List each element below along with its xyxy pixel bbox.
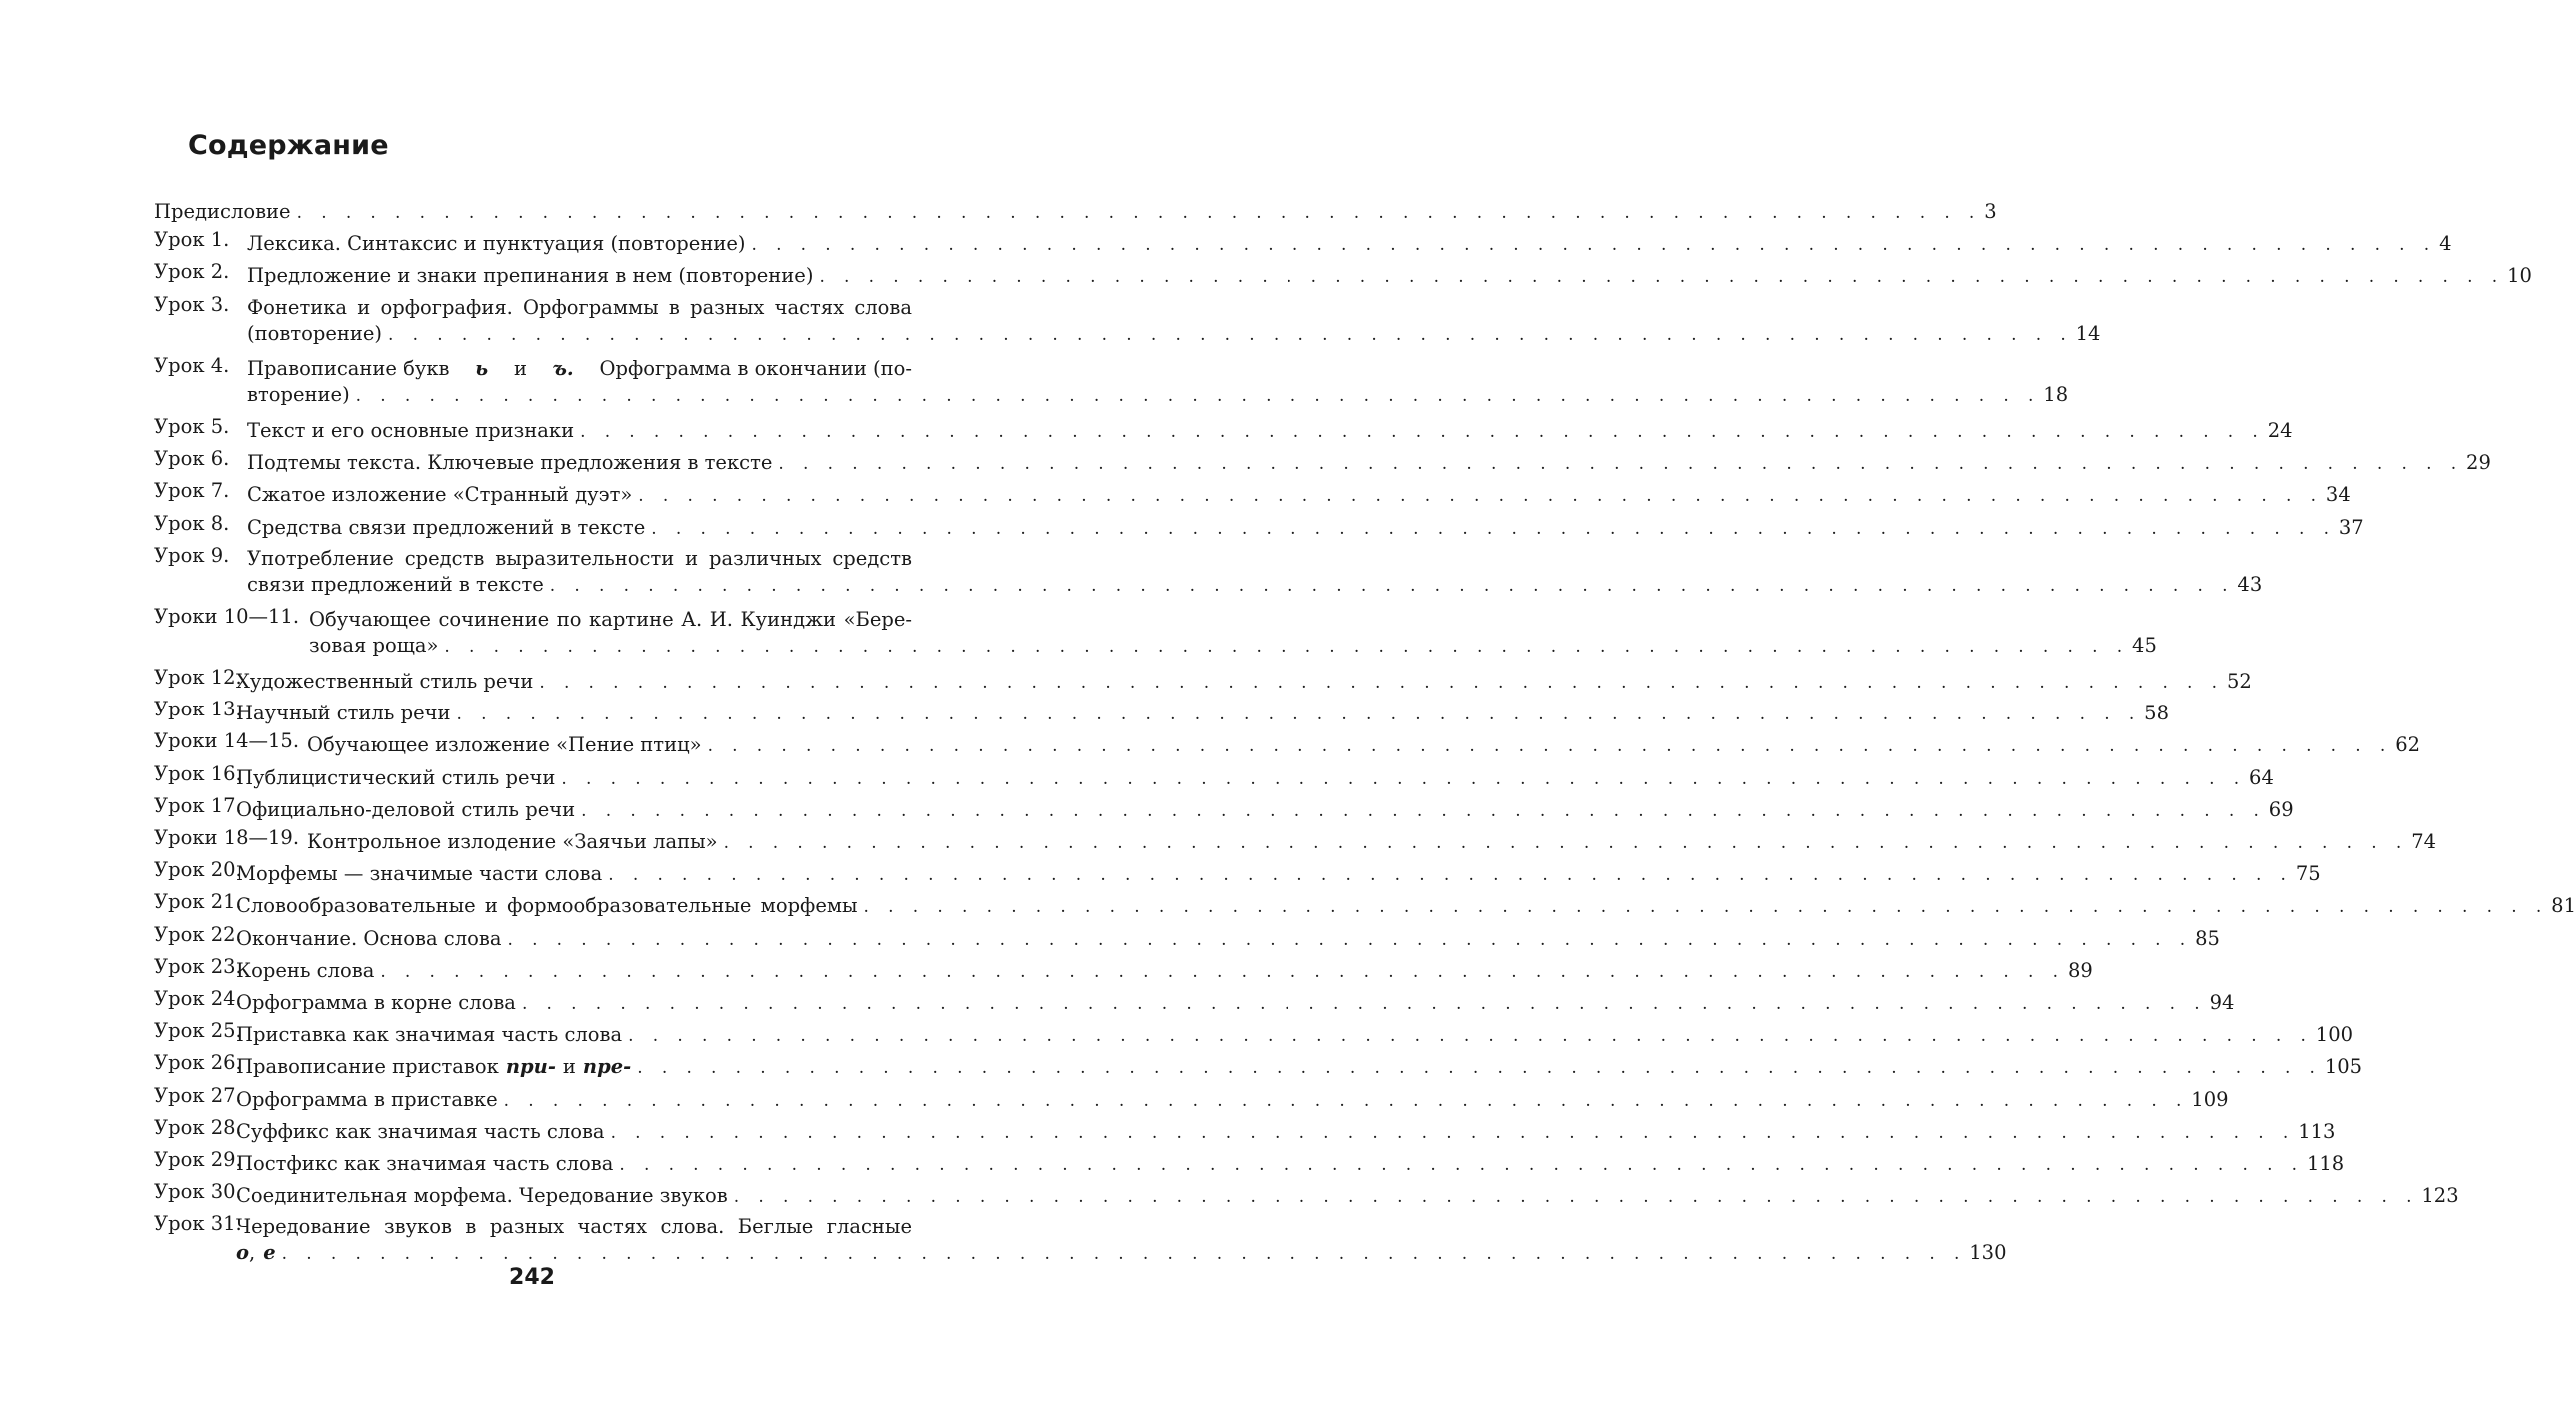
toc-entry-title: Лексика. Синтаксис и пунктуация (повторение) — [247, 232, 746, 256]
toc-vowel-o: о — [236, 1241, 250, 1265]
toc-leader-dots: . . . . . . . . . . . . . . . . . . . . . . . . . . . . . . . . . . . . . . . . . . . . . . . . . . . . . . . . . . . . . . . . . . . . . — [651, 518, 2336, 539]
toc-page-number: 64 — [2249, 765, 2274, 789]
toc-entry-title: Чередование звуков в разных частях слова. Беглые гласные — [236, 1215, 912, 1239]
toc-comma: , — [249, 1241, 256, 1265]
toc-letter-soft-sign: ь — [475, 356, 489, 380]
toc-lesson-number: Урок 25. — [154, 1019, 242, 1043]
toc-entry-lessons-18-19 — [154, 826, 2437, 858]
toc-entry-lessons-14-15 — [154, 729, 2421, 761]
toc-leader-dots: . . . . . . . . . . . . . . . . . . . . . . . . . . . . . . . . . . . . . . . . . . . . . . . . . . . . . . . . . . . . . . . . . . . . . — [819, 267, 2505, 288]
page-number: 242 — [509, 1265, 555, 1290]
page-title: Содержание — [188, 130, 389, 161]
toc-leader-dots: . . . . . . . . . . . . . . . . . . . . . . . . . . . . . . . . . . . . . . . . . . . . . . . . . . . . . . . . . . . . . . . . . . . . . — [388, 324, 2073, 345]
toc-leader-dots: . . . . . . . . . . . . . . . . . . . . . . . . . . . . . . . . . . . . . . . . . . . . . . . . . . . . . . . . . . . . . . . . . . . . . — [380, 961, 2065, 982]
toc-leader-dots: . . . . . . . . . . . . . . . . . . . . . . . . . . . . . . . . . . . . . . . . . . . . . . . . . . . . . . . . . . . . . . . . . . . . . — [863, 897, 2549, 918]
toc-entry-title: Сжатое изложение «Странный дуэт» — [247, 483, 633, 507]
toc-leader-dots: . . . . . . . . . . . . . . . . . . . . . . . . . . . . . . . . . . . . . . . . . . . . . . . . . . . . . . . . . . . . . . . . . . . . . — [539, 673, 2224, 694]
toc-page-number: 62 — [2395, 733, 2421, 757]
toc-entry-lesson-17 — [154, 793, 2294, 826]
toc-leader-dots: . . . . . . . . . . . . . . . . . . . . . . . . . . . . . . . . . . . . . . . . . . . . . . . . . . . . . . . . . . . . . . . . . . . . . — [580, 421, 2265, 442]
toc-entry-title-continued: зовая роща» — [309, 633, 439, 657]
toc-leader-dots: . . . . . . . . . . . . . . . . . . . . . . . . . . . . . . . . . . . . . . . . . . . . . . . . . . . . . . . . . . . . . . . . . . . . . — [723, 833, 2409, 853]
toc-entry-lesson-30 — [154, 1180, 2459, 1212]
toc-entry-title: Текст и его основные признаки — [247, 418, 575, 442]
toc-page-number: 43 — [2237, 572, 2263, 596]
toc-entry-lesson-3 — [154, 292, 2101, 354]
toc-leader-dots: . . . . . . . . . . . . . . . . . . . . . . . . . . . . . . . . . . . . . . . . . . . . . . . . . . . . . . . . . . . . . . . . . . . . . — [637, 1058, 2322, 1079]
toc-entry-lesson-24 — [154, 986, 2235, 1019]
toc-page-number: 130 — [1969, 1241, 2007, 1265]
toc-lesson-number: Урок 24. — [154, 986, 242, 1010]
toc-entry-title: Обучающее изложение «Пение птиц» — [307, 733, 702, 757]
toc-lesson-number: Урок 22. — [154, 922, 242, 946]
toc-vowel-e: е — [263, 1241, 276, 1265]
toc-page-number: 3 — [1984, 200, 1997, 223]
toc-lesson-number: Уроки 10—11. — [154, 604, 300, 628]
toc-leader-dots: . . . . . . . . . . . . . . . . . . . . . . . . . . . . . . . . . . . . . . . . . . . . . . . . . . . . . . . . . . . . . . . . . . . . . — [281, 1244, 1967, 1265]
toc-entry-title: Соединительная морфема. Чередование звуков — [236, 1184, 728, 1208]
toc-leader-dots: . . . . . . . . . . . . . . . . . . . . . . . . . . . . . . . . . . . . . . . . . . . . . . . . . . . . . . . . . . . . . . . . . . . . . — [521, 993, 2207, 1014]
toc-page-number: 37 — [2338, 515, 2364, 539]
toc-page-number: 58 — [2144, 702, 2169, 725]
toc-lesson-number: Урок 29. — [154, 1147, 242, 1171]
toc-lesson-number: Урок 8. — [154, 511, 230, 535]
toc-entry-title-part: Орфограмма в окончании (по- — [599, 356, 912, 380]
toc-entry-title: Морфемы — значимые части слова — [236, 862, 603, 886]
toc-leader-dots: . . . . . . . . . . . . . . . . . . . . . . . . . . . . . . . . . . . . . . . . . . . . . . . . . . . . . . . . . . . . . . . . . . . . . — [778, 454, 2464, 475]
toc-entry-lesson-26 — [154, 1051, 2363, 1083]
toc-entry-preface — [154, 196, 1997, 228]
toc-entry-title-continued: связи предложений в тексте — [247, 572, 544, 596]
toc-lesson-number: Урок 17. — [154, 793, 242, 817]
toc-entry-lesson-20 — [154, 858, 2321, 890]
toc-entry-lesson-5 — [154, 414, 2293, 447]
toc-page-number: 4 — [2439, 232, 2452, 256]
toc-entry-lesson-9 — [154, 543, 2263, 605]
toc-entry-lesson-29 — [154, 1147, 2345, 1180]
toc-leader-dots: . . . . . . . . . . . . . . . . . . . . . . . . . . . . . . . . . . . . . . . . . . . . . . . . . . . . . . . . . . . . . . . . . . . . . — [549, 575, 2235, 596]
toc-entry-title: Правописание приставок — [236, 1055, 499, 1079]
toc-entry-title: Контрольное излодение «Заячьи лапы» — [307, 830, 718, 853]
toc-lesson-number: Урок 2. — [154, 260, 230, 284]
toc-entry-title: Научный стиль речи — [236, 702, 451, 725]
toc-entry-title: Средства связи предложений в тексте — [247, 515, 646, 539]
toc-page-number: 85 — [2195, 926, 2220, 950]
toc-page-number: 75 — [2295, 862, 2321, 886]
toc-page-number: 24 — [2267, 418, 2293, 442]
toc-entry-title: Подтемы текста. Ключевые предложения в тексте — [247, 451, 773, 475]
toc-letter-hard-sign: ъ. — [552, 356, 574, 380]
toc-leader-dots: . . . . . . . . . . . . . . . . . . . . . . . . . . . . . . . . . . . . . . . . . . . . . . . . . . . . . . . . . . . . . . . . . . . . . — [733, 1187, 2419, 1208]
toc-page-number: 118 — [2306, 1151, 2345, 1175]
toc-page-number: 81 — [2551, 894, 2576, 918]
toc-leader-dots: . . . . . . . . . . . . . . . . . . . . . . . . . . . . . . . . . . . . . . . . . . . . . . . . . . . . . . . . . . . . . . . . . . . . . — [456, 705, 2142, 725]
toc-page-number: 18 — [2043, 382, 2069, 406]
toc-entry-lesson-28 — [154, 1115, 2336, 1148]
toc-lesson-number: Урок 13. — [154, 698, 242, 721]
toc-entry-title: Суффикс как значимая часть слова — [236, 1119, 605, 1143]
toc-leader-dots: . . . . . . . . . . . . . . . . . . . . . . . . . . . . . . . . . . . . . . . . . . . . . . . . . . . . . . . . . . . . . . . . . . . . . — [581, 800, 2266, 821]
toc-leader-dots: . . . . . . . . . . . . . . . . . . . . . . . . . . . . . . . . . . . . . . . . . . . . . . . . . . . . . . . . . . . . . . . . . . . . . — [355, 385, 2041, 406]
toc-page-number: 113 — [2298, 1119, 2336, 1143]
toc-page-number: 100 — [2315, 1023, 2354, 1047]
toc-entry-title: Фонетика и орфография. Орфограммы в разных частях слова — [247, 295, 912, 319]
toc-conjunction: и — [562, 1055, 576, 1079]
toc-leader-dots: . . . . . . . . . . . . . . . . . . . . . . . . . . . . . . . . . . . . . . . . . . . . . . . . . . . . . . . . . . . . . . . . . . . . . — [628, 1026, 2313, 1047]
toc-entry-lesson-21 — [154, 890, 2576, 922]
toc-lesson-number: Урок 27. — [154, 1083, 242, 1107]
toc-page-number: 14 — [2075, 321, 2101, 345]
toc-lesson-number: Уроки 18—19. — [154, 826, 300, 849]
toc-lesson-number: Урок 20. — [154, 858, 242, 882]
toc-entry-title: Орфограмма в приставке — [236, 1087, 498, 1111]
toc-entry-lesson-7 — [154, 479, 2351, 511]
toc-entry-lesson-22 — [154, 922, 2220, 955]
toc-lesson-number: Урок 7. — [154, 479, 230, 503]
toc-entry-lesson-12 — [154, 666, 2252, 698]
toc-lesson-number: Урок 28. — [154, 1115, 242, 1139]
toc-entry-title: Предложение и знаки препинания в нем (повторение) — [247, 264, 814, 288]
toc-page-number: 109 — [2191, 1087, 2229, 1111]
toc-entry-lesson-23 — [154, 954, 2093, 987]
toc-lesson-number: Уроки 14—15. — [154, 729, 300, 753]
toc-lesson-number: Урок 21. — [154, 890, 242, 914]
toc-leader-dots: . . . . . . . . . . . . . . . . . . . . . . . . . . . . . . . . . . . . . . . . . . . . . . . . . . . . . . . . . . . . . . . . . . . . . — [610, 1122, 2296, 1143]
toc-leader-dots: . . . . . . . . . . . . . . . . . . . . . . . . . . . . . . . . . . . . . . . . . . . . . . . . . . . . . . . . . . . . . . . . . . . . . — [751, 235, 2437, 256]
toc-leader-dots: . . . . . . . . . . . . . . . . . . . . . . . . . . . . . . . . . . . . . . . . . . . . . . . . . . . . . . . . . . . . . . . . . . . . . — [707, 736, 2393, 757]
toc-entry-lesson-27 — [154, 1083, 2229, 1116]
toc-entry-title: Публицистический стиль речи — [236, 765, 556, 789]
toc-entry-lesson-6 — [154, 447, 2491, 479]
toc-leader-dots: . . . . . . . . . . . . . . . . . . . . . . . . . . . . . . . . . . . . . . . . . . . . . . . . . . . . . . . . . . . . . . . . . . . . . — [503, 1090, 2189, 1111]
toc-entry-title: Орфограмма в корне слова — [236, 990, 516, 1014]
toc-entry-lesson-13 — [154, 698, 2169, 729]
toc-entry-title: Корень слова — [236, 958, 375, 982]
toc-prefix-pri: при- — [505, 1055, 556, 1079]
toc-entry-title: Постфикс как значимая часть слова — [236, 1151, 614, 1175]
toc-page-number: 105 — [2324, 1055, 2363, 1079]
toc-entry-title: Предисловие — [154, 200, 291, 223]
toc-lesson-number: Урок 9. — [154, 543, 230, 567]
toc-leader-dots: . . . . . . . . . . . . . . . . . . . . . . . . . . . . . . . . . . . . . . . . . . . . . . . . . . . . . . . . . . . . . . . . . . . . . — [296, 203, 1982, 223]
toc-entry-title-continued: вторение) — [247, 382, 350, 406]
table-of-contents — [154, 196, 2576, 1273]
toc-lesson-number: Урок 26. — [154, 1051, 242, 1075]
toc-lesson-number: Урок 12. — [154, 666, 242, 690]
toc-leader-dots: . . . . . . . . . . . . . . . . . . . . . . . . . . . . . . . . . . . . . . . . . . . . . . . . . . . . . . . . . . . . . . . . . . . . . — [608, 865, 2293, 886]
toc-lesson-number: Урок 5. — [154, 414, 230, 438]
toc-leader-dots: . . . . . . . . . . . . . . . . . . . . . . . . . . . . . . . . . . . . . . . . . . . . . . . . . . . . . . . . . . . . . . . . . . . . . — [619, 1154, 2304, 1175]
toc-entry-title-continued: (повторение) — [247, 321, 383, 345]
toc-page-number: 52 — [2226, 670, 2252, 694]
toc-entry-lesson-1 — [154, 228, 2452, 260]
toc-entry-title: Окончание. Основа слова — [236, 926, 502, 950]
toc-lesson-number: Урок 3. — [154, 292, 230, 316]
toc-lesson-number: Урок 30. — [154, 1180, 242, 1204]
toc-entry-lesson-25 — [154, 1019, 2354, 1051]
toc-page-number: 74 — [2411, 830, 2437, 853]
toc-prefix-pre: пре- — [582, 1055, 632, 1079]
toc-page-number: 123 — [2421, 1184, 2459, 1208]
toc-lesson-number: Урок 23. — [154, 954, 242, 978]
toc-page-number: 10 — [2507, 264, 2532, 288]
toc-entry-lessons-10-11 — [154, 604, 2157, 666]
toc-entry-title: Приставка как значимая часть слова — [236, 1023, 623, 1047]
toc-leader-dots: . . . . . . . . . . . . . . . . . . . . . . . . . . . . . . . . . . . . . . . . . . . . . . . . . . . . . . . . . . . . . . . . . . . . . — [444, 636, 2130, 657]
toc-lesson-number: Урок 31. — [154, 1212, 242, 1236]
toc-lesson-number: Урок 1. — [154, 228, 230, 252]
toc-page-number: 45 — [2132, 633, 2157, 657]
toc-conjunction: и — [513, 356, 527, 380]
toc-entry-lesson-8 — [154, 511, 2364, 544]
toc-entry-title: Обучающее сочинение по картине А. И. Куинджи «Бере- — [309, 607, 912, 631]
toc-entry-title: Словообразовательные и формообразовательные морфемы — [236, 894, 858, 918]
toc-entry-title: Правописание букв — [247, 356, 450, 380]
toc-entry-title: Официально-деловой стиль речи — [236, 797, 576, 821]
toc-page-number: 34 — [2325, 483, 2351, 507]
toc-leader-dots: . . . . . . . . . . . . . . . . . . . . . . . . . . . . . . . . . . . . . . . . . . . . . . . . . . . . . . . . . . . . . . . . . . . . . — [561, 768, 2247, 789]
toc-lesson-number: Урок 6. — [154, 447, 230, 471]
toc-leader-dots: . . . . . . . . . . . . . . . . . . . . . . . . . . . . . . . . . . . . . . . . . . . . . . . . . . . . . . . . . . . . . . . . . . . . . — [507, 929, 2193, 950]
toc-entry-lesson-16 — [154, 761, 2274, 794]
toc-lesson-number: Урок 4. — [154, 353, 230, 377]
toc-page-number: 69 — [2268, 797, 2294, 821]
toc-entry-lesson-4 — [154, 353, 2069, 415]
toc-entry-title: Употребление средств выразительности и различных средств — [247, 546, 912, 570]
toc-page-number: 29 — [2466, 451, 2491, 475]
toc-entry-lesson-2 — [154, 260, 2532, 292]
toc-page-number: 94 — [2209, 990, 2235, 1014]
toc-lesson-number: Урок 16. — [154, 761, 242, 785]
toc-page-number: 89 — [2067, 958, 2093, 982]
toc-entry-title: Художественный стиль речи — [236, 670, 534, 694]
toc-leader-dots: . . . . . . . . . . . . . . . . . . . . . . . . . . . . . . . . . . . . . . . . . . . . . . . . . . . . . . . . . . . . . . . . . . . . . — [638, 486, 2323, 507]
